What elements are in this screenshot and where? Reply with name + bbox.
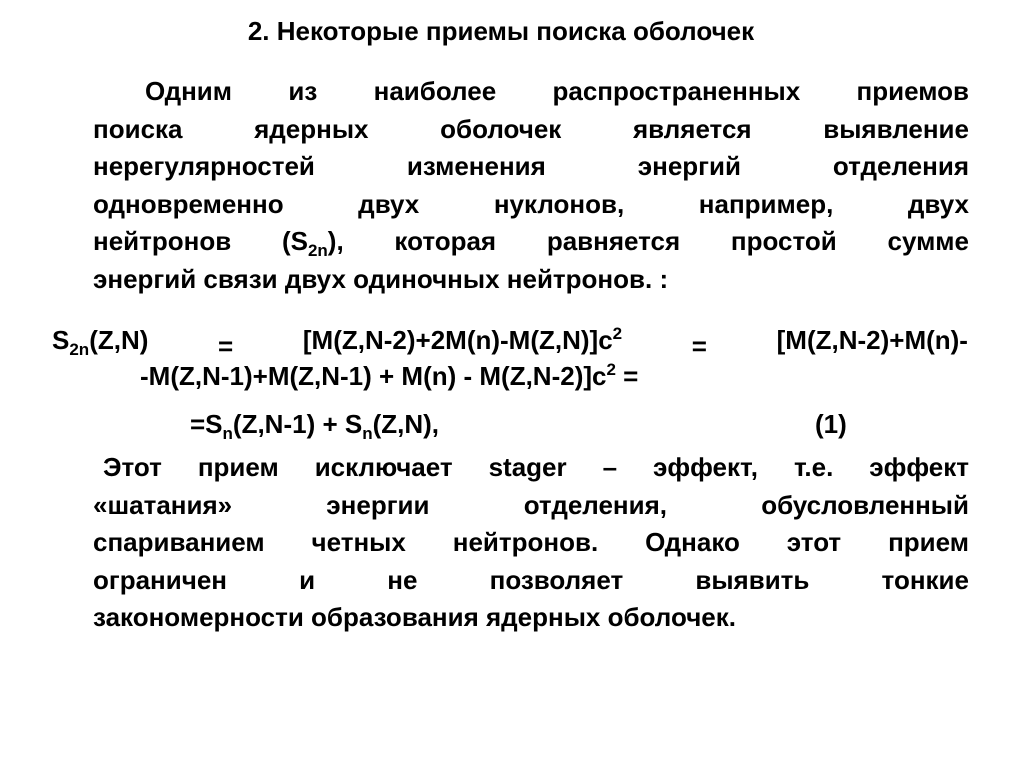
superscript: 2 xyxy=(612,324,623,343)
text-fragment: нейтронов (S xyxy=(93,226,308,256)
term-text: (Z,N), xyxy=(372,409,440,439)
formula-line-1 xyxy=(52,322,968,361)
equals-sign: = xyxy=(218,331,234,361)
paragraph-line: одновременно двух нуклонов, например, двух xyxy=(93,188,969,219)
paragraph-line: Этот прием исключает stager – эффект, т.е. эффект xyxy=(103,452,969,482)
equals-sign: = xyxy=(691,331,707,361)
formula-line-2 xyxy=(140,358,638,394)
text-fragment: ), которая равняется простой сумме xyxy=(327,226,969,256)
term-text: [M(Z,N-2)+2M(n)-M(Z,N)]c xyxy=(302,325,613,355)
subscript: n xyxy=(222,424,233,443)
paragraph-line: закономерности образования ядерных оболочек. xyxy=(93,602,736,632)
paragraph-conclusion xyxy=(93,449,969,637)
slide-title: 2. Некоторые приемы поиска оболочек xyxy=(247,16,755,46)
paragraph-line: «шатания» энергии отделения, обусловленный xyxy=(93,489,969,520)
formula-term xyxy=(303,322,622,358)
superscript: 2 xyxy=(606,360,616,379)
paragraph-line: Одним из наиболее распространенных приемов xyxy=(145,76,969,106)
equation-number: (1) xyxy=(815,409,847,439)
paragraph-line-s2n xyxy=(93,223,969,261)
paragraph-line: нерегулярностей изменения энергий отделения xyxy=(93,151,969,181)
formula-term: [M(Z,N-2)+M(n)- xyxy=(776,325,968,355)
term-text: -M(Z,N-1)+M(Z,N-1) + M(n) - M(Z,N-2)]c xyxy=(140,361,607,391)
term-text: (Z,N-1) + S xyxy=(232,409,363,439)
symbol-s: S xyxy=(52,325,70,355)
paragraph-line: спариванием четных нейтронов. Однако этот прием xyxy=(93,527,969,557)
paragraph-line: ограничен и не позволяет выявить тонкие xyxy=(93,564,969,595)
subscript: n xyxy=(362,424,373,443)
paragraph-line: энергий связи двух одиночных нейтронов. : xyxy=(93,263,669,294)
term-text: =S xyxy=(190,409,223,439)
formula-lhs xyxy=(52,322,148,358)
paragraph-line: поиска ядерных оболочек является выявление xyxy=(93,113,969,144)
paragraph-intro xyxy=(93,73,969,298)
subscript: 2n xyxy=(307,241,328,260)
formula-args: (Z,N) xyxy=(89,325,149,355)
equals-sign: = xyxy=(615,361,639,391)
subscript: 2n xyxy=(69,340,90,359)
formula-line-3 xyxy=(190,406,439,442)
